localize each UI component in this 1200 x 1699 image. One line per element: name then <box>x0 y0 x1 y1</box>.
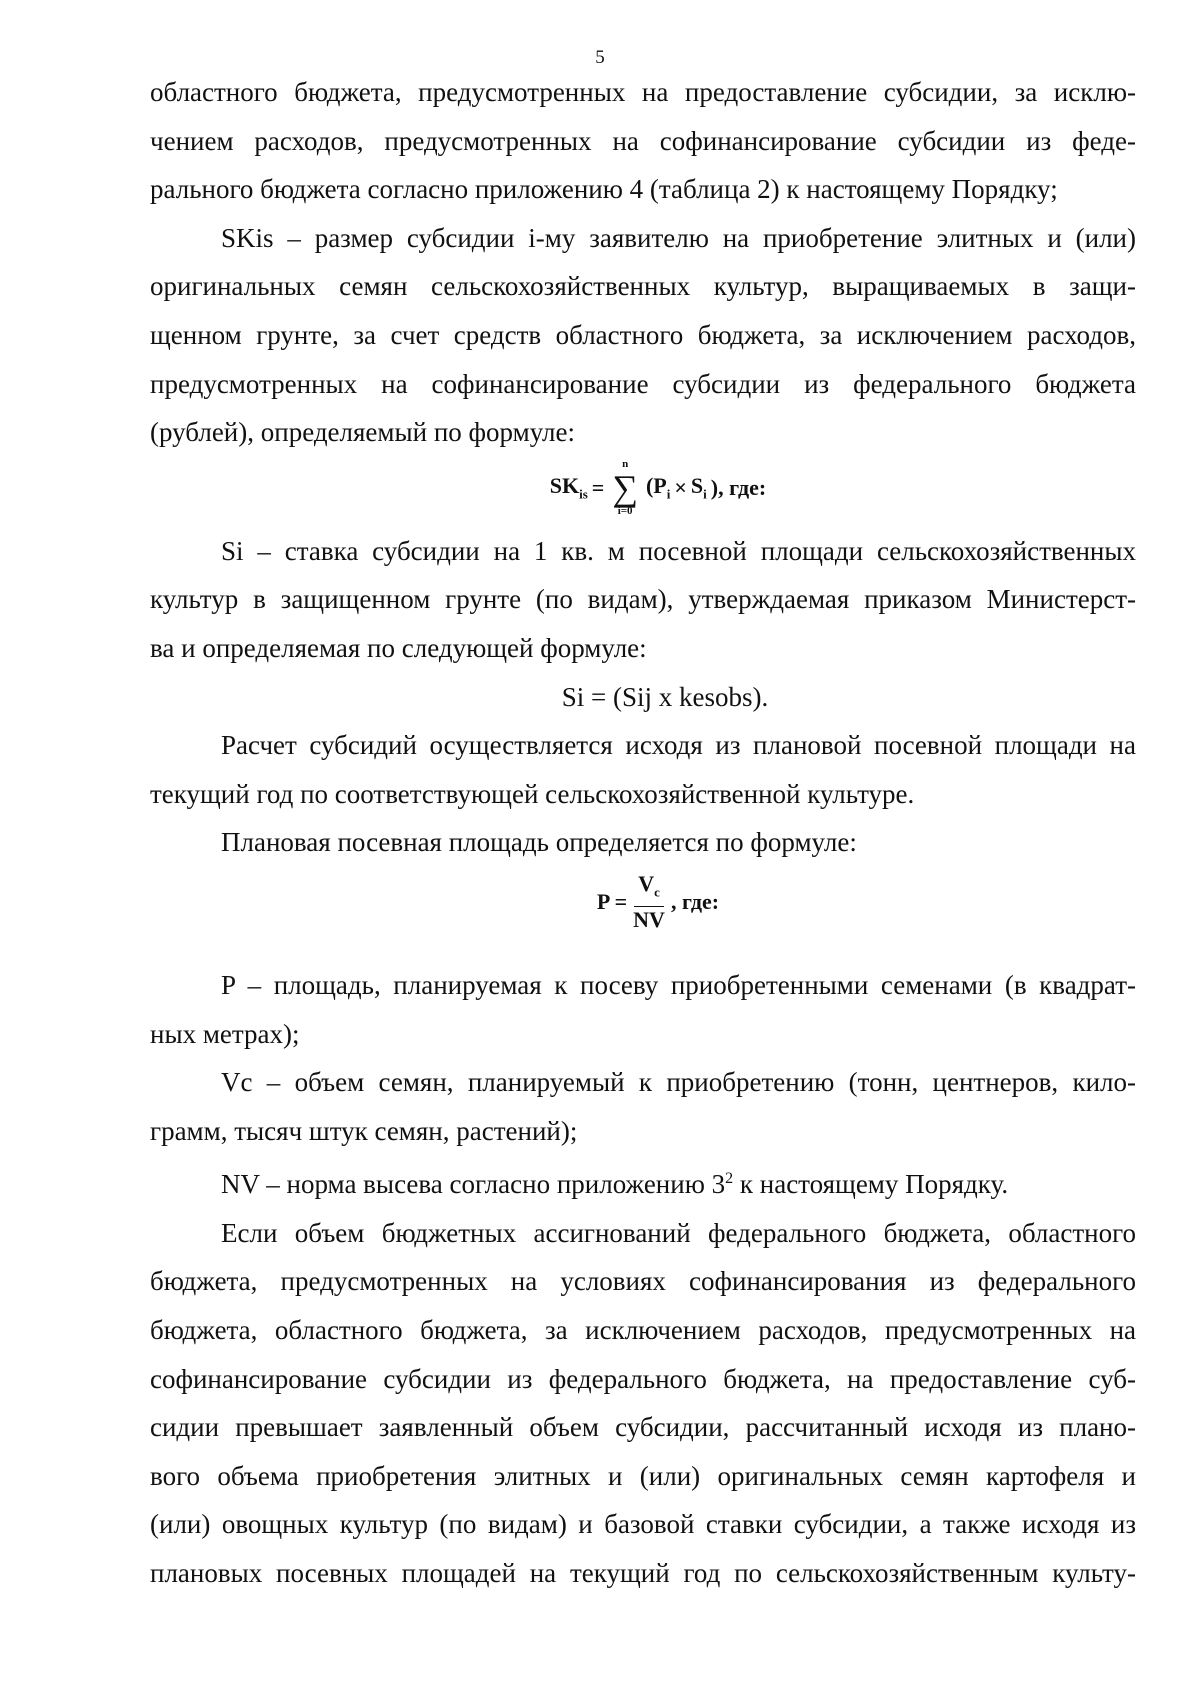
formula1-s: $S_i$ <box>690 473 707 502</box>
para9-line1: Если объем бюджетных ассигнований федерального бюджета, областного <box>221 1217 1136 1248</box>
para9-line2: бюджета, предусмотренных на условиях софинансирования из федерального <box>150 1266 1136 1297</box>
para9-line3: бюджета, областного бюджета, за исключением расходов, предусмотренных на <box>150 1315 1136 1346</box>
para3-line1: Si – ставка субсидии на 1 кв. м посевной площади сельскохозяйственных <box>221 535 1136 566</box>
para2-line3: щенном грунте, за счет средств областного бюджета, за исключением расходов, <box>150 319 1136 350</box>
para1-line3: рального бюджета согласно приложению 4 (таблица 2) к настоящему Порядку; <box>150 174 1058 205</box>
para7-line1: Vc – объем семян, планируемый к приобретению (тонн, центнеров, кило- <box>221 1067 1136 1098</box>
para7-line2: грамм, тысяч штук семян, растений); <box>150 1115 578 1146</box>
formula3-fraction <box>633 871 665 932</box>
fraction-denominator: NV <box>633 906 665 932</box>
para1-line1: областного бюджета, предусмотренных на предоставление субсидии, за исклю- <box>150 77 1136 107</box>
para8: NV – норма высева согласно приложению $3^2$ к настоящему Порядку. <box>221 1169 1009 1200</box>
para9-line6: вого объема приобретения элитных и (или) оригинальных семян картофеля и <box>150 1460 1136 1491</box>
sum-sign: n ∑ i=0 <box>612 457 638 517</box>
formula3-tail: , где: <box>670 888 720 914</box>
para9-line8: плановых посевных площадей на текущий год по сельскохозяйственным культу- <box>150 1558 1136 1589</box>
para1-line2: чением расходов, предусмотренных на софинансирование субсидии из феде- <box>150 125 1136 156</box>
formula1-eq: = <box>591 474 605 500</box>
document-body <box>150 68 1136 1598</box>
para2-line1: SKis – размер субсидии i-му заявителю на приобретение элитных и (или) <box>221 222 1136 253</box>
para2-line2: оригинальных семян сельскохозяйственных культур, выращиваемых в защи- <box>150 271 1136 302</box>
para3-line3: ва и определяемая по следующей формуле: <box>150 632 647 663</box>
para3-line2: культур в защищенном грунте (по видам), утверждаемая приказом Министерст- <box>150 584 1136 615</box>
para5: Плановая посевная площадь определяется по формуле: <box>221 827 857 858</box>
para6-line1: P – площадь, планируемая к посеву приобретенными семенами (в квадрат- <box>221 969 1136 1000</box>
formula1-body: ($P_i$ <box>645 473 671 502</box>
para6-line2: ных метрах); <box>150 1018 300 1049</box>
para2-line5: (рублей), определяемый по формуле: <box>150 417 575 448</box>
formula1-times: × <box>674 474 687 500</box>
para9-line4: софинансирование субсидии из федерального бюджета, на предоставление суб- <box>150 1363 1136 1394</box>
para4-line2: текущий год по соответствующей сельскохозяйственной культуре. <box>150 778 915 809</box>
fraction-numerator: $V_c$ <box>634 871 664 906</box>
formula1-tail: ), где: <box>710 474 767 500</box>
formula-p <box>150 867 1136 961</box>
formula-si: Si = (Sij x kesobs). <box>561 681 769 712</box>
para2-line4: предусмотренных на софинансирование субсидии из федерального бюджета <box>150 368 1136 399</box>
para9-line7: (или) овощных культур (по видам) и базовой ставки субсидии, а также исходя из <box>150 1509 1136 1540</box>
formula1-lhs: $SK_{is}$ <box>549 473 588 502</box>
formula3-lhs: P = <box>596 888 628 914</box>
para4-line1: Расчет субсидий осуществляется исходя из плановой посевной площади на <box>221 730 1136 761</box>
page-number: 5 <box>595 47 605 68</box>
para9-line5: сидии превышает заявленный объем субсидии, рассчитанный исходя из плано- <box>150 1412 1136 1443</box>
formula-skis <box>150 457 1136 527</box>
